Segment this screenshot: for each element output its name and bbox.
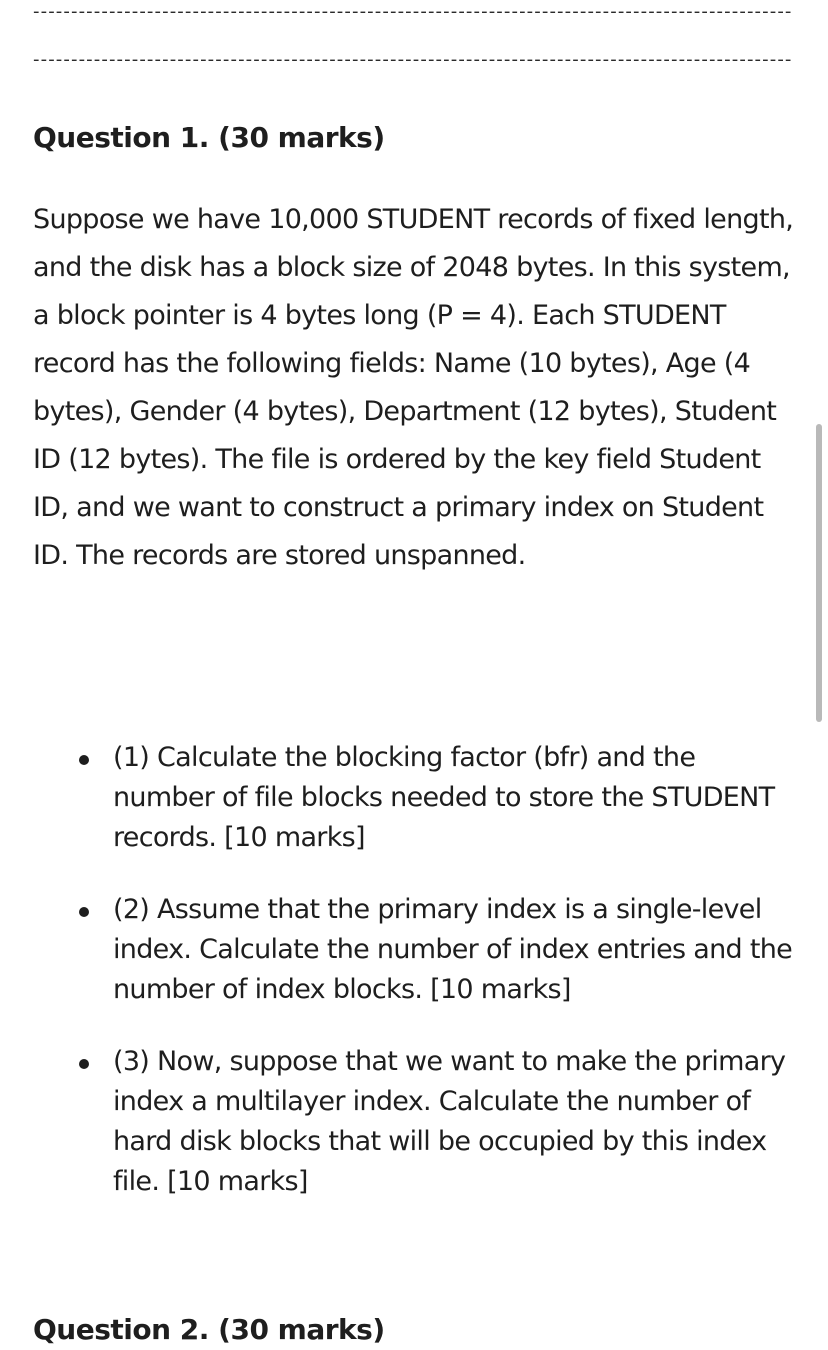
task-item-2 [0, 890, 795, 1010]
top-divider-line: ---------------------------------------------------------------------------------------------------- [33, 1, 793, 22]
task-item-3 [0, 1042, 795, 1202]
bullet-icon [79, 907, 89, 917]
second-divider-line: ---------------------------------------------------------------------------------------------------- [33, 49, 793, 70]
task-text: (3) Now, suppose that we want to make the primary index a multilayer index. Calculate the number of hard disk blocks that will be occupied by this index file. [10 marks] [113, 1046, 786, 1197]
scrollbar-thumb[interactable] [816, 424, 822, 722]
task-item-1 [0, 738, 795, 858]
bullet-icon [79, 1059, 89, 1069]
question-1-title: Question 1. (30 marks) [33, 121, 385, 154]
question-1-body: Suppose we have 10,000 STUDENT records of fixed length, and the disk has a block size of 2048 bytes. In this system, a block pointer is 4 bytes long (P = 4). Each STUDENT record has the following fields: Name (10 bytes), Age (4 bytes), Gender (4 bytes), Department (12 bytes), Student ID (12 bytes). The file is ordered by the key field Student ID, and we want to construct a primary index on Student ID. The records are stored unspanned. [33, 204, 794, 571]
bullet-icon [79, 755, 89, 765]
question-2-title: Question 2. (30 marks) [33, 1313, 385, 1346]
task-text: (2) Assume that the primary index is a single-level index. Calculate the number of index entries and the number of index blocks. [10 marks] [113, 894, 793, 1005]
task-text: (1) Calculate the blocking factor (bfr) and the number of file blocks needed to store the STUDENT records. [10 marks] [113, 742, 775, 853]
task-list [0, 738, 828, 1202]
